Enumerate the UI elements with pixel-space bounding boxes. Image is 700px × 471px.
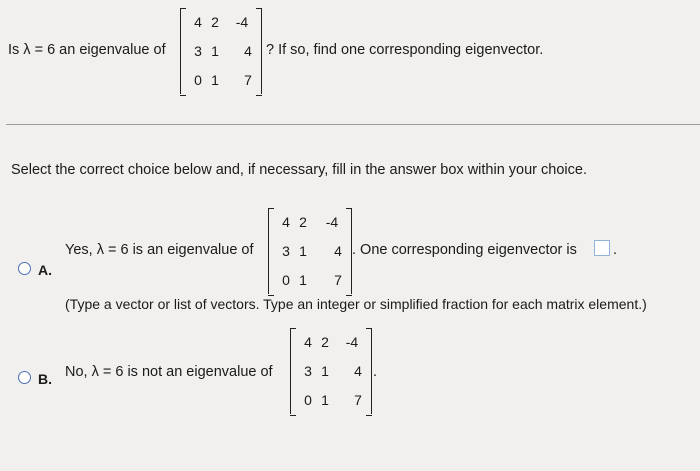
instruction-text: Select the correct choice below and, if necessary, fill in the answer box within your choice.: [11, 162, 587, 178]
matrix-cell: -4: [325, 214, 339, 230]
choice-b-end: .: [373, 364, 378, 380]
choice-b-radio[interactable]: [18, 371, 31, 384]
matrix-cell: 4: [282, 214, 290, 230]
choice-a-text[interactable]: Yes, λ = 6 is an eigenvalue of: [65, 242, 254, 258]
section-divider: [6, 124, 700, 125]
matrix-cell: 1: [299, 243, 307, 259]
matrix-cell: 3: [194, 43, 202, 59]
matrix-cell: 2: [321, 334, 329, 350]
choice-a-letter[interactable]: A.: [38, 262, 52, 278]
choice-b-text[interactable]: No, λ = 6 is not an eigenvalue of: [65, 364, 273, 380]
choice-a-text-after: . One corresponding eigenvector is: [352, 242, 577, 258]
eigenvector-answer-box[interactable]: [594, 240, 610, 256]
matrix-cell: 4: [244, 43, 252, 59]
matrix-cell: 1: [321, 392, 329, 408]
matrix-cell: 4: [334, 243, 342, 259]
matrix-cell: 1: [211, 72, 219, 88]
choice-a-hint: (Type a vector or list of vectors. Type an integer or simplified fraction for each matrix element.): [65, 296, 647, 312]
matrix-cell: -4: [345, 334, 359, 350]
choice-a-end: .: [613, 242, 618, 258]
matrix-cell: 0: [194, 72, 202, 88]
matrix-cell: 1: [211, 43, 219, 59]
matrix-cell: 2: [211, 14, 219, 30]
choice-b-matrix: [290, 328, 372, 414]
matrix-cell: 4: [194, 14, 202, 30]
matrix-cell: 7: [244, 72, 252, 88]
matrix-cell: 2: [299, 214, 307, 230]
matrix-cell: 4: [304, 334, 312, 350]
matrix-cell: 3: [282, 243, 290, 259]
matrix-cell: 7: [334, 272, 342, 288]
question-suffix: ? If so, find one corresponding eigenvector.: [266, 42, 544, 58]
choice-a-matrix: [268, 208, 352, 294]
matrix-cell: 1: [321, 363, 329, 379]
matrix-cell: 7: [354, 392, 362, 408]
question-matrix: [180, 8, 262, 94]
matrix-cell: 0: [282, 272, 290, 288]
matrix-cell: -4: [235, 14, 249, 30]
question-prefix: Is λ = 6 an eigenvalue of: [8, 42, 166, 58]
matrix-cell: 1: [299, 272, 307, 288]
choice-a-radio[interactable]: [18, 262, 31, 275]
choice-b-letter[interactable]: B.: [38, 371, 52, 387]
matrix-cell: 3: [304, 363, 312, 379]
matrix-cell: 4: [354, 363, 362, 379]
matrix-cell: 0: [304, 392, 312, 408]
